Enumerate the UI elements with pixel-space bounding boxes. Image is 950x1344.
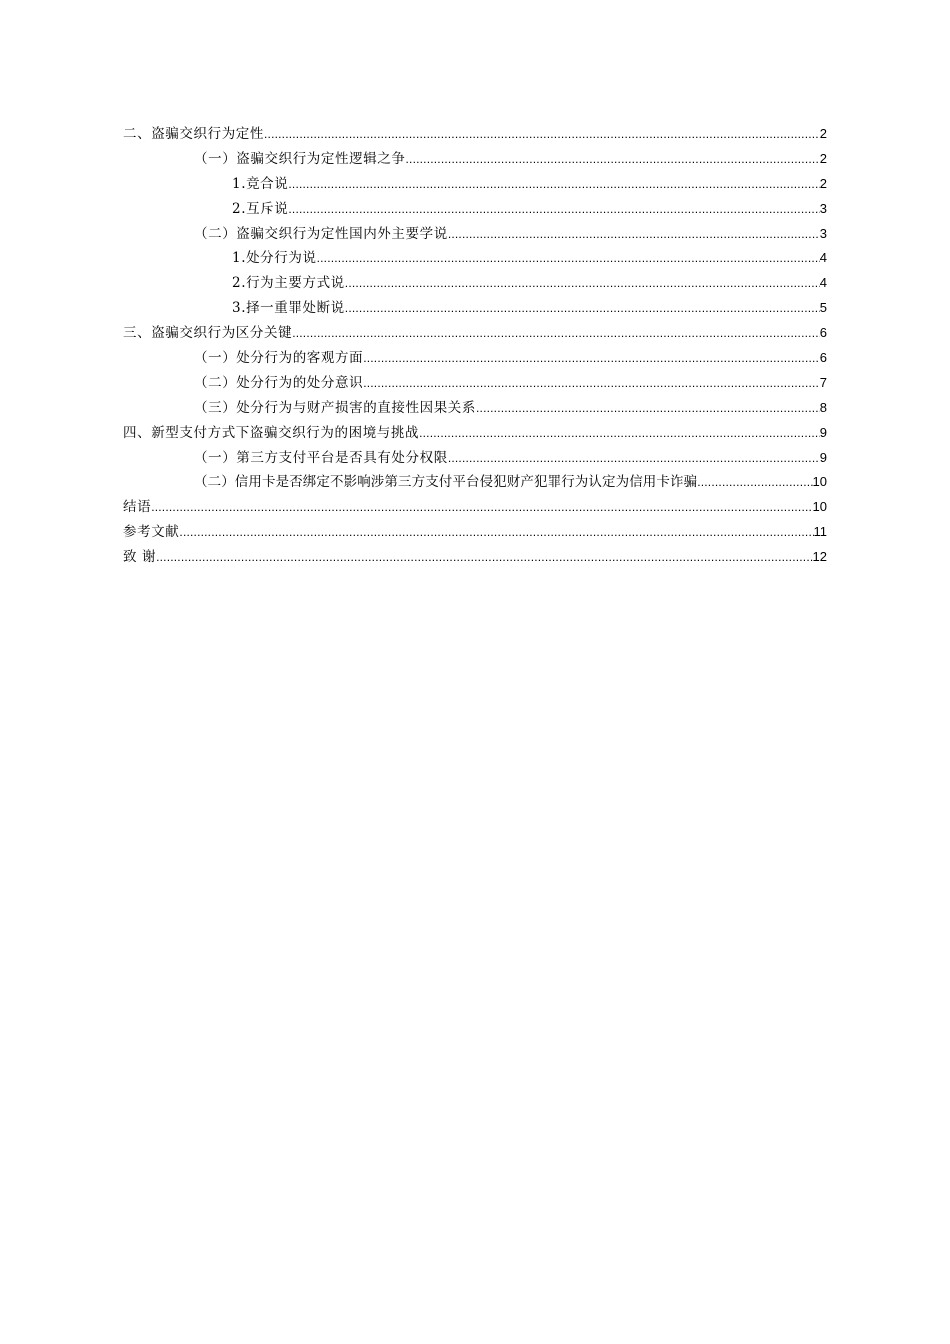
toc-entry-page: 10 [812, 474, 827, 490]
toc-dot-leader [448, 446, 820, 471]
toc-entry-label: 3.择一重罪处断说 [232, 300, 345, 317]
toc-dot-leader [345, 271, 820, 296]
toc-entry-label: 1.处分行为说 [232, 250, 317, 267]
toc-dot-leader [156, 545, 812, 570]
toc-dot-leader [179, 520, 813, 545]
toc-entry[interactable] [123, 421, 827, 446]
toc-dot-leader [406, 147, 820, 172]
toc-entry[interactable] [123, 545, 827, 570]
toc-entry[interactable] [123, 147, 827, 172]
toc-entry[interactable] [123, 470, 827, 495]
toc-entry-label: 2.行为主要方式说 [232, 275, 345, 292]
toc-entry-label: 四、新型支付方式下盗骗交织行为的困境与挑战 [123, 424, 420, 441]
toc-entry-page: 3 [819, 225, 827, 241]
toc-entry-label: （二）盗骗交织行为定性国内外主要学说 [194, 225, 448, 242]
toc-dot-leader [697, 470, 812, 495]
toc-entry-label: （二）处分行为的处分意识 [194, 374, 364, 391]
toc-dot-leader [419, 421, 820, 446]
toc-entry-page: 11 [813, 524, 827, 540]
toc-entry[interactable] [123, 446, 827, 471]
toc-dot-leader [288, 197, 819, 222]
toc-entry[interactable] [123, 346, 827, 371]
toc-entry-label: （一）处分行为的客观方面 [194, 350, 364, 367]
toc-entry-label: 二、盗骗交织行为定性 [123, 126, 264, 142]
toc-entry[interactable] [123, 197, 827, 222]
toc-entry-page: 10 [812, 499, 827, 515]
toc-entry-label: （一）第三方支付平台是否具有处分权限 [194, 449, 448, 466]
toc-entry-page: 4 [819, 275, 827, 291]
toc-dot-leader [363, 371, 820, 396]
toc-dot-leader [363, 346, 820, 371]
toc-entry-page: 8 [819, 399, 827, 415]
toc-entry-page: 2 [819, 126, 827, 141]
toc-entry-page: 9 [819, 449, 827, 465]
toc-entry[interactable] [123, 122, 827, 147]
toc-entry-page: 4 [819, 250, 827, 266]
toc-entry-page: 9 [819, 424, 827, 440]
toc-entry-page: 6 [819, 325, 827, 341]
toc-dot-leader [317, 246, 820, 271]
toc-entry-label: 结语 [123, 499, 152, 516]
toc-entry-label: （三）处分行为与财产损害的直接性因果关系 [194, 399, 476, 416]
toc-entry-label: 三、盗骗交织行为区分关键 [123, 325, 293, 342]
toc-entry[interactable] [123, 246, 827, 271]
toc-entry-page: 7 [819, 374, 827, 390]
toc-dot-leader [476, 396, 820, 421]
toc-dot-leader [288, 172, 819, 197]
toc-dot-leader [345, 296, 820, 321]
toc-entry-page: 5 [819, 300, 827, 316]
toc-entry-page: 2 [819, 175, 827, 191]
toc-entry-page: 3 [819, 200, 827, 216]
toc-entry[interactable] [123, 321, 827, 346]
toc-dot-leader [151, 495, 812, 520]
toc-entry-label: 参考文献 [123, 524, 180, 541]
toc-entry-label: 致 谢 [123, 549, 157, 566]
toc-entry-label: （一）盗骗交织行为定性逻辑之争 [194, 150, 406, 167]
toc-entry[interactable] [123, 222, 827, 247]
toc-entry[interactable] [123, 172, 827, 197]
toc-entry[interactable] [123, 296, 827, 321]
toc-entry[interactable] [123, 371, 827, 396]
toc-entry-label: （二）信用卡是否绑定不影响涉第三方支付平台侵犯财产犯罪行为认定为信用卡诈骗 [194, 474, 698, 491]
toc-dot-leader [264, 122, 820, 147]
toc-entry-label: 2.互斥说 [232, 200, 289, 217]
toc-entry-page: 2 [819, 150, 827, 166]
toc-dot-leader [292, 321, 820, 346]
toc-entry[interactable] [123, 396, 827, 421]
toc-entry[interactable] [123, 495, 827, 520]
table-of-contents [123, 122, 827, 570]
toc-entry-label: 1.竞合说 [232, 175, 289, 192]
toc-entry[interactable] [123, 520, 827, 545]
toc-entry-page: 12 [812, 549, 827, 565]
toc-dot-leader [448, 222, 820, 247]
toc-entry[interactable] [123, 271, 827, 296]
toc-entry-page: 6 [819, 350, 827, 366]
